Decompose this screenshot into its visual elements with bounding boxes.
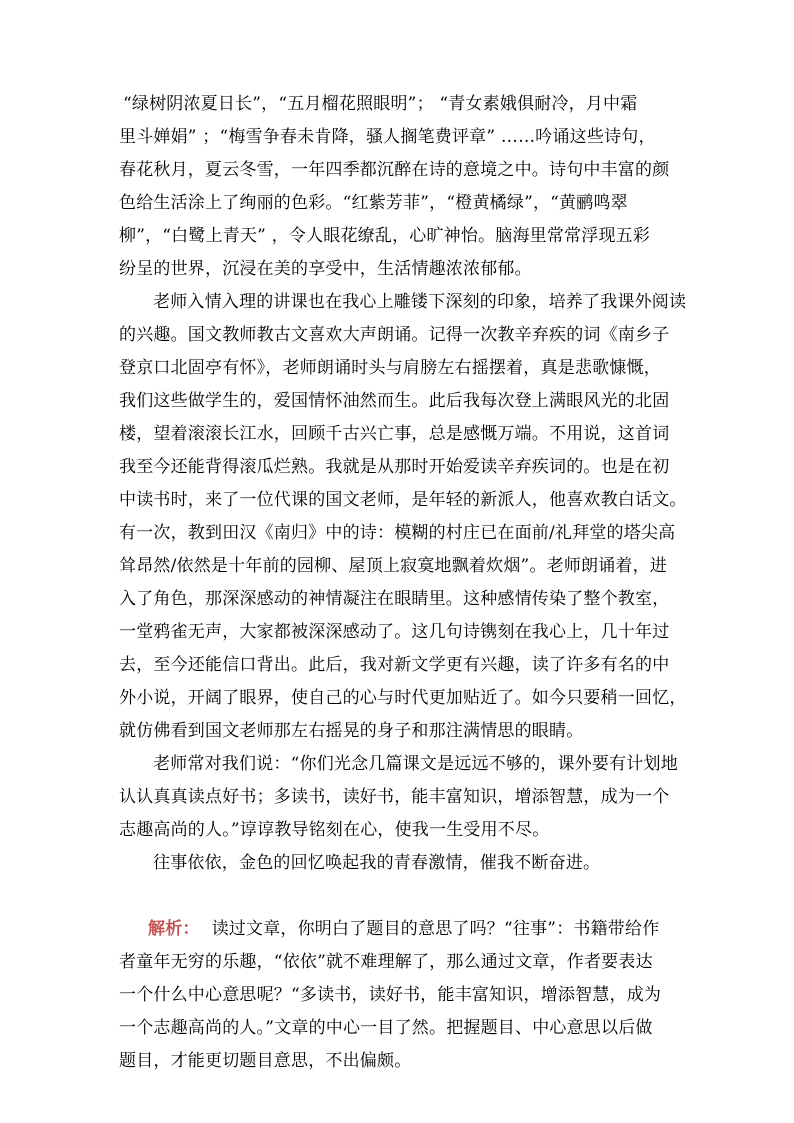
text-line: 中读书时，来了一位代课的国文老师，是年轻的新派人，他喜欢教白话文。: [119, 490, 687, 510]
analysis-line: 题目，才能更切题目意思，不出偏颇。: [119, 1051, 412, 1071]
analysis-line: 一个志趣高尚的人。”文章的中心一目了然。把握题目、中心意思以后做: [119, 1018, 653, 1038]
analysis-first-line: [148, 919, 659, 939]
text-line: 色给生活涂上了绚丽的色彩。“红紫芳菲”，“橙黄橘绿”，“黄鹂鸣翠: [119, 193, 628, 213]
text-line: 老师常对我们说：“你们光念几篇课文是远远不够的，课外要有计划地: [153, 754, 678, 774]
text-line: 我们这些做学生的，爱国情怀油然而生。此后我每次登上满眼风光的北固: [119, 391, 670, 411]
text-line: 往事依依，金色的回忆唤起我的青春激情，催我不断奋进。: [153, 853, 601, 873]
text-line: 的兴趣。国文教师教古文喜欢大声朗诵。记得一次教辛弃疾的词《南乡子: [119, 325, 670, 345]
text-line: 去，至今还能信口背出。此后，我对新文学更有兴趣，读了许多有名的中: [119, 655, 670, 675]
text-line: 耸昂然/依然是十年前的园柳、屋顶上寂寞地飘着炊烟”。老师朗诵着，进: [119, 556, 668, 576]
analysis-label: 解析：: [148, 919, 200, 939]
text-line: 楼，望着滚滚长江水，回顾千古兴亡事，总是感慨万端。不用说，这首词: [119, 424, 670, 444]
text-line: 入了角色，那深深感动的神情凝注在眼睛里。这种感情传染了整个教室，: [119, 589, 670, 609]
analysis-line: 一个什么中心意思呢？“多读书，读好书，能丰富知识，增添智慧，成为: [119, 985, 662, 1005]
text-line: 外小说，开阔了眼界，使自己的心与时代更加贴近了。如今只要稍一回忆，: [119, 688, 687, 708]
text-line: 老师入情入理的讲课也在我心上雕镂下深刻的印象，培养了我课外阅读: [153, 292, 687, 312]
text-line: 登京口北固亭有怀》，老师朗诵时头与肩膀左右摇摆着，真是悲歌慷慨，: [119, 358, 661, 378]
text-line: 就仿佛看到国文老师那左右摇晃的身子和那注满情思的眼睛。: [119, 721, 584, 741]
analysis-line: 者童年无穷的乐趣，“依依”就不难理解了，那么通过文章，作者要表达: [119, 952, 653, 972]
text-line: 一堂鸦雀无声，大家都被深深感动了。这几句诗镌刻在我心上，几十年过: [119, 622, 670, 642]
text-line: 柳”，“白鹭上青天” ，令人眼花缭乱，心旷神怡。脑海里常常浮现五彩: [119, 226, 651, 246]
analysis-text: 读过文章，你明白了题目的意思了吗？“往事”：书籍带给作: [211, 919, 660, 939]
text-line: 春花秋月，夏云冬雪，一年四季都沉醉在诗的意境之中。诗句中丰富的颜: [119, 160, 670, 180]
text-line: 纷呈的世界，沉浸在美的享受中，生活情趣浓浓郁郁。: [119, 259, 532, 279]
text-line: 我至今还能背得滚瓜烂熟。我就是从那时开始爱读辛弃疾词的。也是在初: [119, 457, 670, 477]
text-line: 志趣高尚的人。”谆谆教导铭刻在心，使我一生受用不尽。: [119, 820, 550, 840]
text-line: 有一次，教到田汉《南归》中的诗：模糊的村庄已在面前/礼拜堂的塔尖高: [119, 523, 676, 543]
text-line: “绿树阴浓夏日长”，“五月榴花照眼明”； “青女素娥俱耐冷，月中霜: [123, 94, 638, 114]
text-line: 里斗婵娟” ；“梅雪争春未肯降，骚人搁笔费评章” ……吟诵这些诗句，: [119, 127, 656, 147]
text-line: 认认真真读点好书；多读书，读好书，能丰富知识，增添智慧，成为一个: [119, 787, 670, 807]
